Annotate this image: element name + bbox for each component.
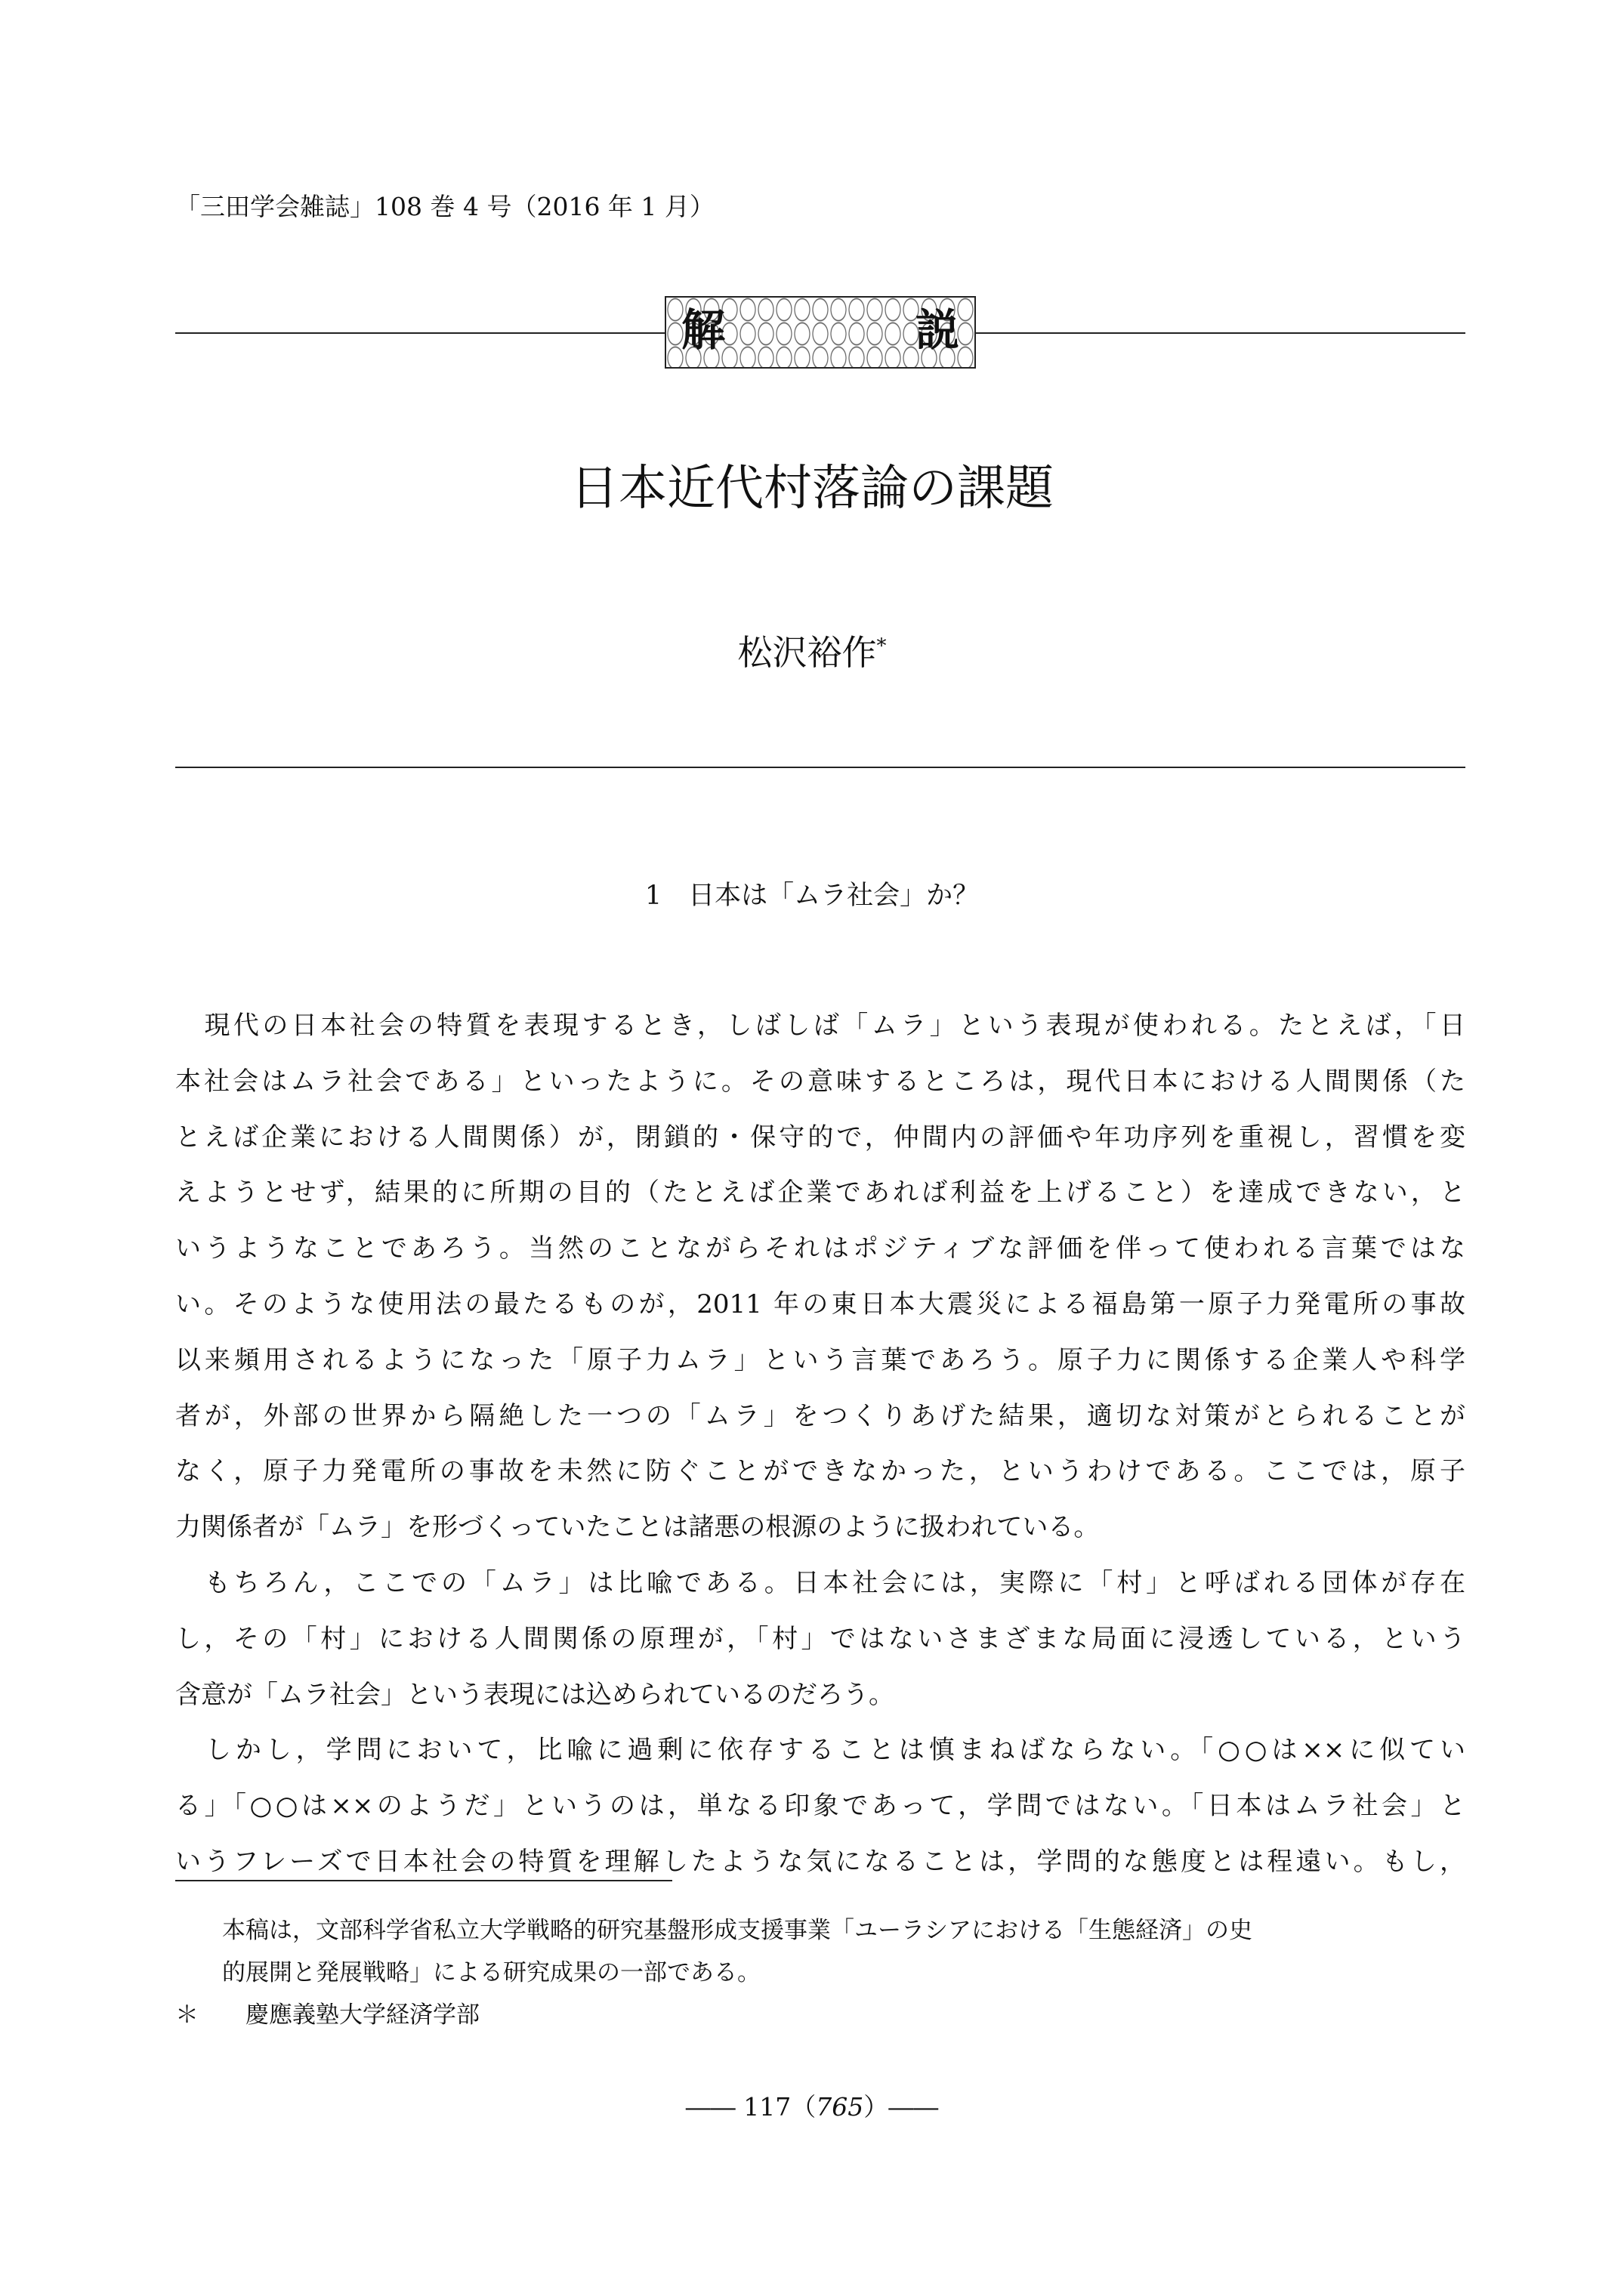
genre-char: 説 xyxy=(915,304,959,356)
footnote-line: ＊ 慶應義塾大学経済学部 xyxy=(175,2001,480,2029)
author-line xyxy=(0,625,1624,675)
body-line: し，その「村」における人間関係の原理が，「村」ではないさまざまな局面に浸透している，という xyxy=(175,1623,1465,1654)
body-line: いうようなことであろう。当然のことながらそれはポジティブな評価を伴って使われる言葉ではな xyxy=(175,1233,1465,1264)
section-heading: 1 日本は「ムラ社会」か？ xyxy=(644,881,980,911)
footnote-rule xyxy=(175,1880,672,1881)
body-line: なく，原子力発電所の事故を未然に防ぐことができなかった，というわけである。ここでは，原子 xyxy=(175,1456,1465,1487)
body-line: しかし，学問において，比喩に過剰に依存することは慎まねばならない。「○○は××に似てい xyxy=(175,1735,1465,1766)
journal-header: 「三田学会雑誌」108 巻 4 号（2016 年 1 月） xyxy=(175,192,715,221)
article-title: 日本近代村落論の課題 xyxy=(570,461,1054,517)
author-footnote-mark: * xyxy=(876,634,887,658)
body-line: 者が，外部の世界から隔絶した一つの「ムラ」をつくりあげた結果，適切な対策がとられることが xyxy=(175,1400,1465,1431)
header-rule-left xyxy=(175,332,665,334)
body-line: 力関係者が「ムラ」を形づくっていたことは諸悪の根源のように扱われている。 xyxy=(175,1512,1100,1543)
page-number-value: 117 xyxy=(743,2092,792,2122)
body-line: る」「○○は××のようだ」というのは，単なる印象であって，学問ではない。「日本はムラ社会」と xyxy=(175,1791,1465,1822)
body-line: 本社会はムラ社会である」といったように。その意味するところは，現代日本における人間関係（た xyxy=(175,1066,1465,1097)
page-number: ―― 117（765）―― xyxy=(685,2092,939,2122)
body-line: 現代の日本社会の特質を表現するとき，しばしば「ムラ」という表現が使われる。たとえば，「日 xyxy=(175,1011,1465,1041)
author-name: 松沢裕作 xyxy=(737,632,877,673)
genre-char: 解 xyxy=(681,304,726,356)
page-number-total: 765 xyxy=(816,2092,864,2122)
title-rule xyxy=(175,767,1465,768)
body-line: えようとせず，結果的に所期の目的（たとえば企業であれば利益を上げること）を達成できない，と xyxy=(175,1177,1465,1208)
body-line: 含意が「ムラ社会」という表現には込められているのだろう。 xyxy=(175,1679,894,1710)
body-line: 以来頻用されるようになった「原子力ムラ」という言葉であろう。原子力に関係する企業人や科学 xyxy=(175,1344,1465,1375)
header-rule-right xyxy=(976,332,1465,334)
body-line: いうフレーズで日本社会の特質を理解したような気になることは，学問的な態度とは程遠い。もし， xyxy=(175,1846,1465,1877)
body-line: とえば企業における人間関係）が，閉鎖的・保守的で，仲間内の評価や年功序列を重視し，習慣を変 xyxy=(175,1122,1465,1153)
footnotes xyxy=(175,1909,1465,2036)
body-text xyxy=(175,998,1465,1890)
genre-label-box xyxy=(665,296,976,369)
footnote-line: 本稿は，文部科学省私立大学戦略的研究基盤形成支援事業「ユーラシアにおける「生態経済」の史 xyxy=(175,1917,1252,1944)
body-line: い。そのような使用法の最たるものが，2011 年の東日本大震災による福島第一原子力発電所の事故 xyxy=(175,1288,1465,1319)
footnote-line: 的展開と発展戦略」による研究成果の一部である。 xyxy=(175,1959,761,1986)
body-line: もちろん，ここでの「ムラ」は比喩である。日本社会には，実際に「村」と呼ばれる団体が存在 xyxy=(175,1567,1465,1598)
